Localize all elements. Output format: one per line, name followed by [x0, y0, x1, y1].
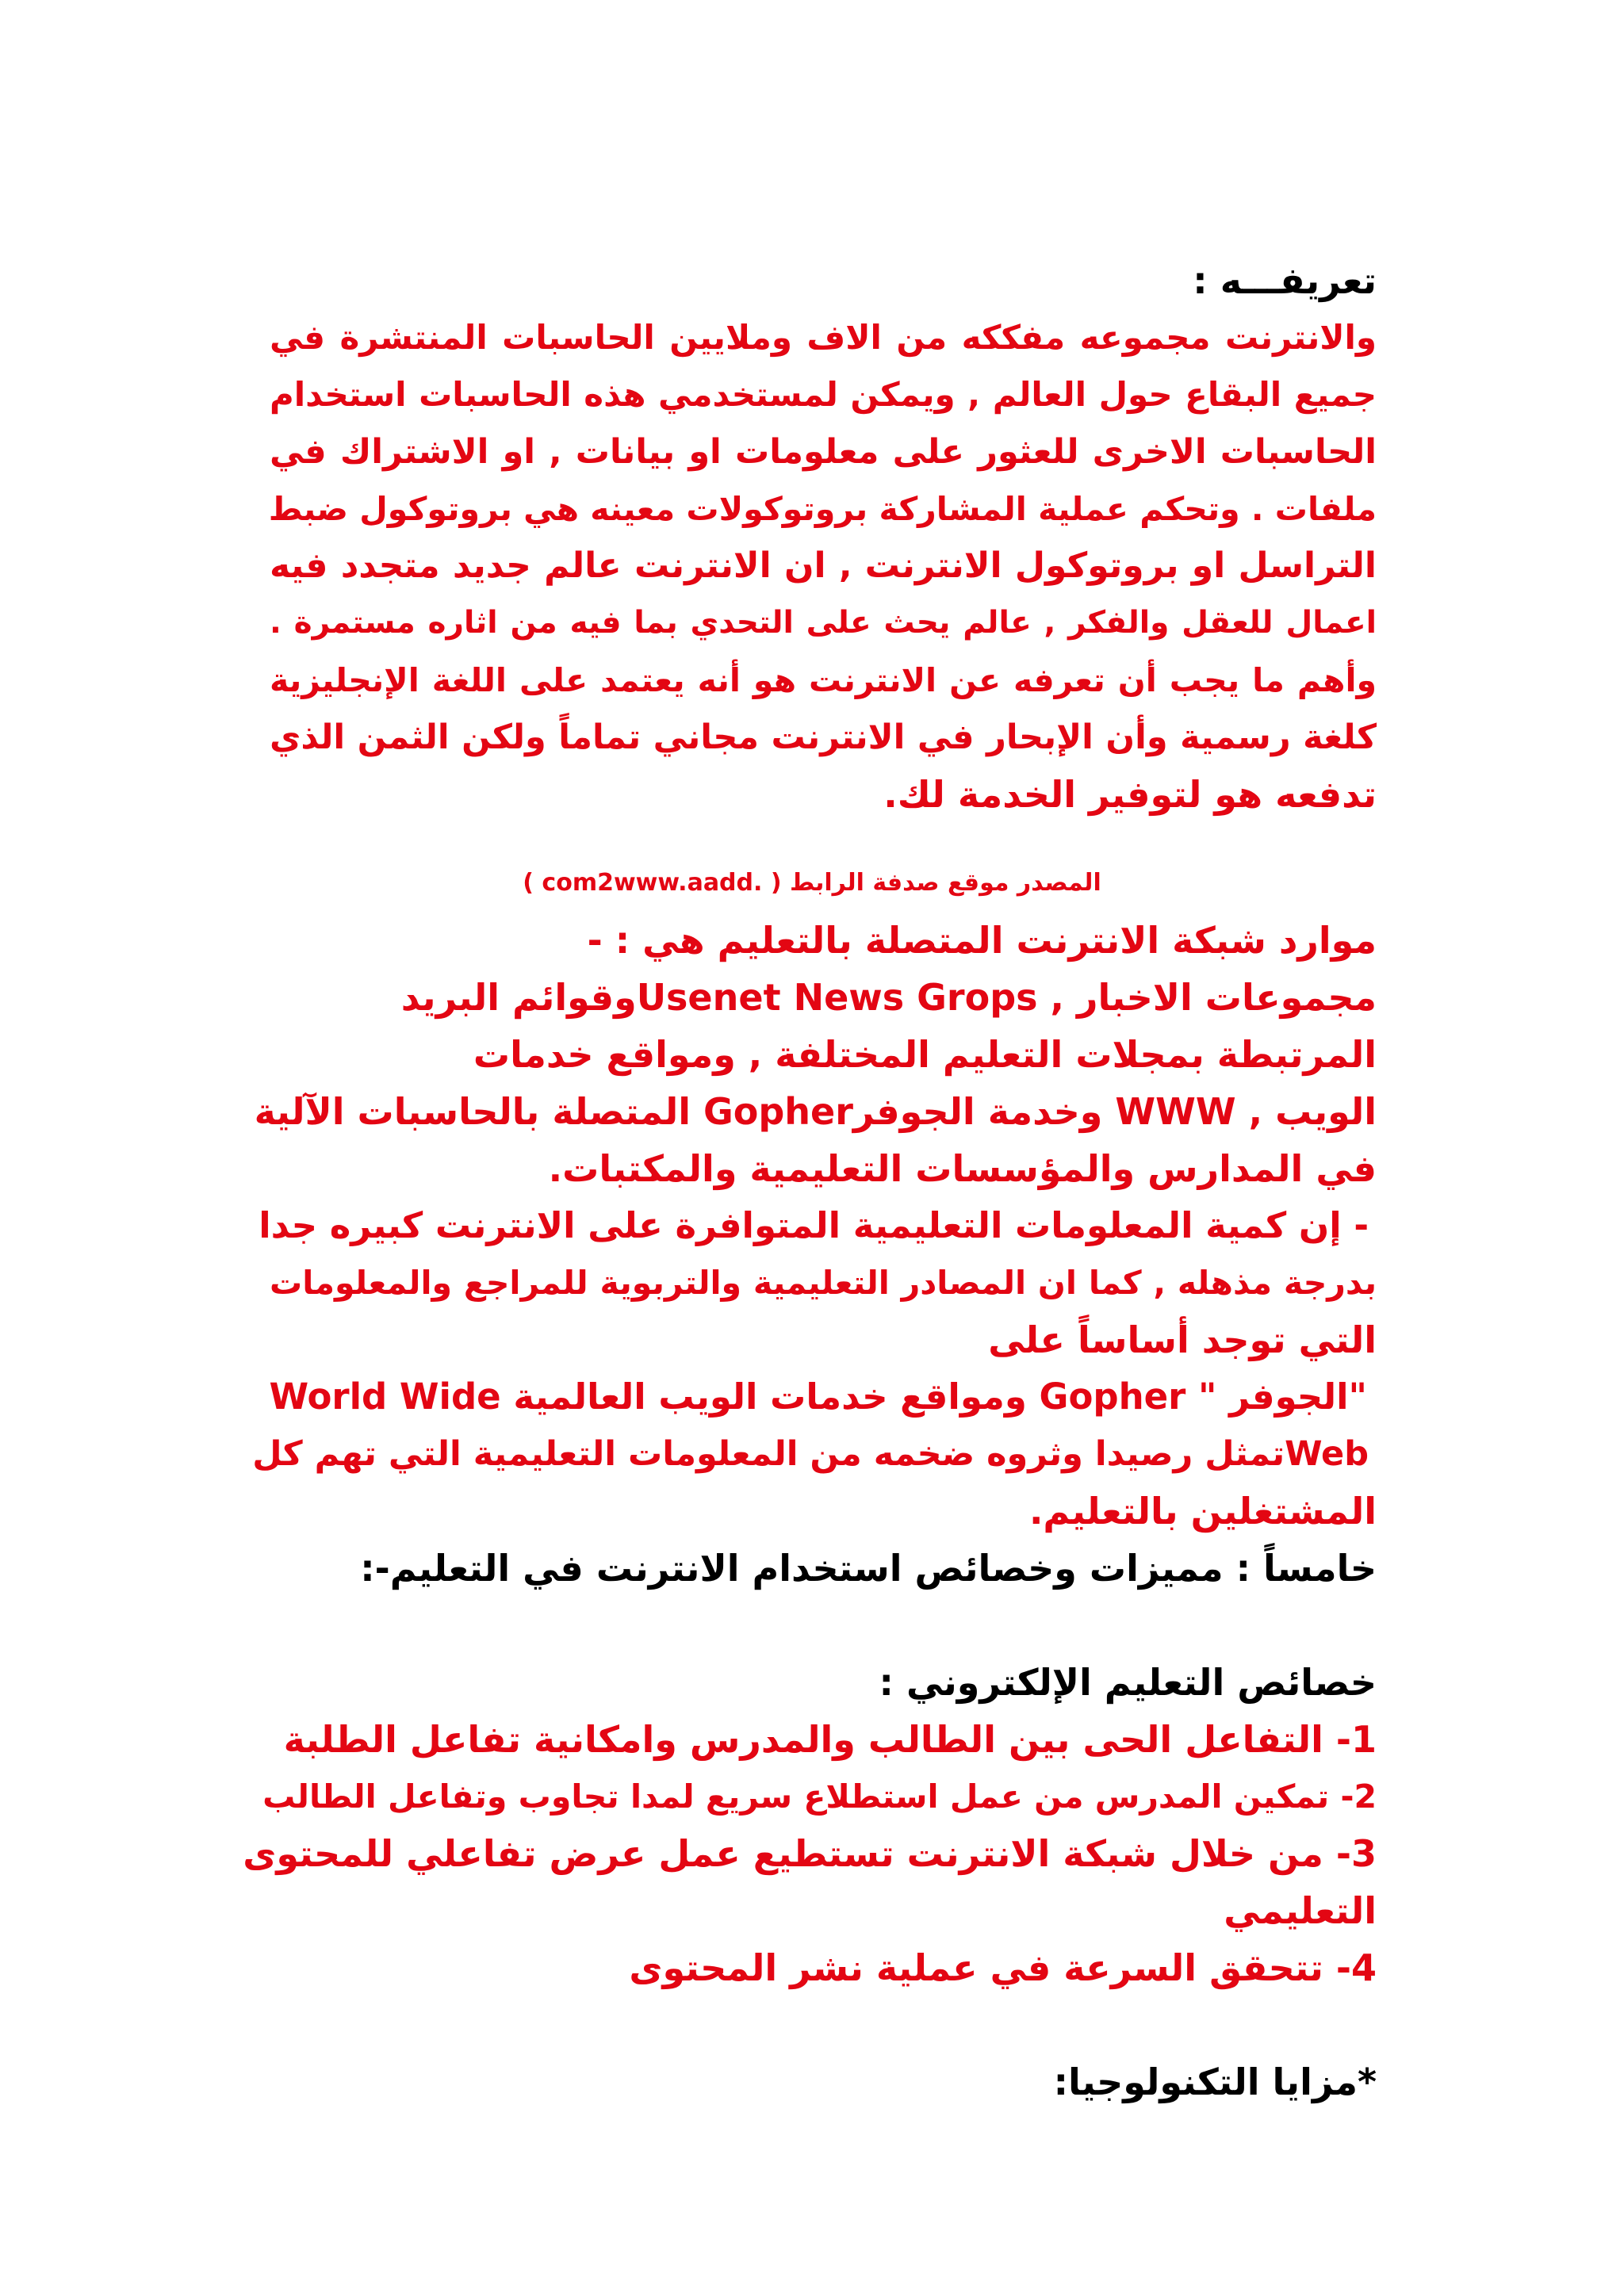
resources-line-5: - إن كمية المعلومات التعليمية المتوافرة على الانترنت كبيره جدا — [259, 1204, 1369, 1246]
advantages-heading: *مزايا التكنولوجيا: — [1053, 2061, 1377, 2103]
resources-heading: موارد شبكة الانترنت المتصلة بالتعليم هي : - — [587, 919, 1377, 962]
definition-line-5: التراسل او بروتوكول الانترنت , ان الانترنت عالم جديد متجدد فيه — [270, 545, 1377, 586]
definition-line-1: والانترنت مجموعه مفككه من الاف وملايين الحاسبات المنتشرة في — [270, 318, 1377, 357]
definition-line-3: الحاسبات الاخرى للعثور على معلومات او بيانات , او الاشتراك في — [270, 432, 1377, 472]
features-heading: خصائص التعليم الإلكتروني : — [879, 1661, 1377, 1704]
resources-line-9: Webتمثل رصيدا وثروه ضخمه من المعلومات التعليمية التي تهم كل — [252, 1434, 1369, 1474]
resources-line-2: المرتبطة بمجلات التعليم المختلفة , ومواقع خدمات — [473, 1033, 1377, 1076]
feature-item-1: 1- التفاعل الحى بين الطالب والمدرس وامكانية تفاعل الطلبة — [283, 1718, 1377, 1761]
definition-line-6: اعمال للعقل والفكر , عالم يحث على التحدي بما فيه من اثاره مستمرة . — [270, 605, 1377, 641]
resources-line-8: "الجوفر " Gopher ومواقع خدمات الويب العالمية World Wide — [269, 1376, 1367, 1418]
definition-line-4: ملفات . وتحكم عملية المشاركة بروتوكولات معينه هي بروتوكول ضبط — [268, 490, 1377, 528]
definition-line-2: جميع البقاع حول العالم , ويمكن لمستخدمي هذه الحاسبات استخدام — [270, 375, 1377, 414]
resources-line-4: في المدارس والمؤسسات التعليمية والمكتبات. — [548, 1147, 1377, 1190]
source-line: المصدر موقع صدفة الرابط ( .com2www.aadd ) — [523, 869, 1101, 897]
definition-line-9: تدفعه هو لتوفير الخدمة لك. — [883, 773, 1377, 816]
resources-line-3: الويب , WWW وخدمة الجوفرGopher المتصلة بالحاسبات الآلية — [254, 1090, 1377, 1133]
resources-line-7: التي توجد أساساً على — [988, 1318, 1377, 1361]
resources-line-10: المشتغلين بالتعليم. — [1028, 1490, 1377, 1533]
feature-item-2: 2- تمكين المدرس من عمل استطلاع سريع لمدا تجاوب وتفاعل الطالب — [262, 1777, 1377, 1816]
definition-line-7: وأهم ما يجب أن تعرفه عن الانترنت هو أنه يعتمد على اللغة الإنجليزية — [270, 661, 1377, 699]
definition-line-8: كلغة رسمية وأن الإبحار في الانترنت مجاني تماماً ولكن الثمن الذي — [270, 718, 1377, 757]
feature-item-3-continued: التعليمي — [1224, 1889, 1377, 1932]
fifth-heading: خامساً : مميزات وخصائص استخدام الانترنت في التعليم-: — [360, 1547, 1377, 1590]
definition-heading: تعريفـــه : — [1193, 259, 1377, 302]
feature-item-4: 4- تتحقق السرعة في عملية نشر المحتوى — [629, 1946, 1377, 1989]
feature-item-3: 3- من خلال شبكة الانترنت تستطيع عمل عرض تفاعلي للمحتوى — [243, 1832, 1377, 1875]
resources-line-6: بدرجة مذهله , كما ان المصادر التعليمية والتربوية للمراجع والمعلومات — [270, 1264, 1377, 1302]
resources-line-1: مجموعات الاخبار , Usenet News Gropsوقوائم البريد — [400, 976, 1377, 1019]
